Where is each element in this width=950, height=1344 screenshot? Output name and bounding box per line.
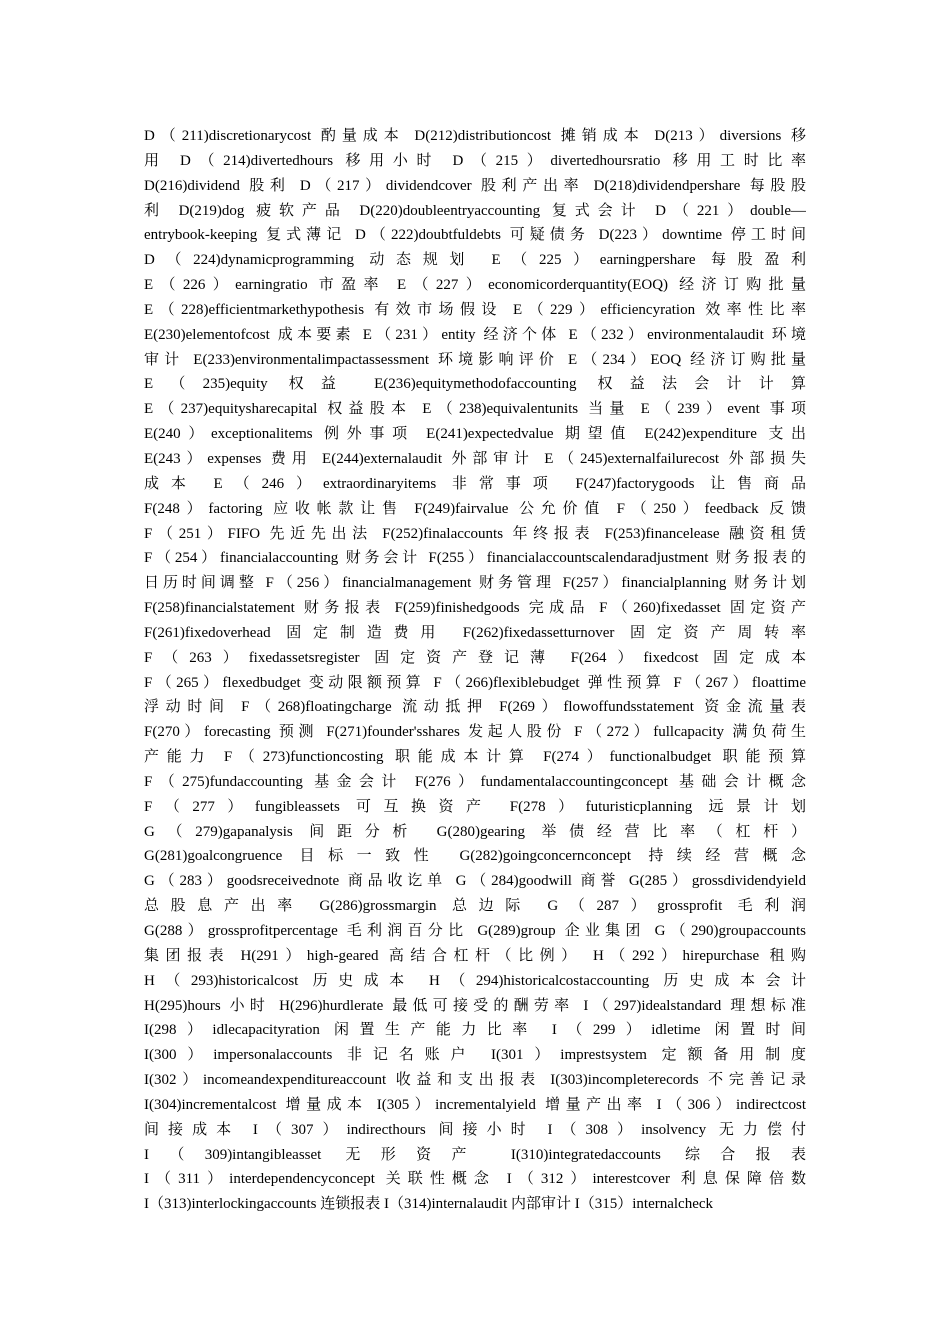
glossary-line: G（283）goodsreceivednote 商品收讫单 G（284)goodwill 商誉 G(285）grossdividendyield (144, 873, 806, 890)
glossary-line: E（235)equity 权益 E(236)equitymethodofaccounting 权益法会计计算 (144, 376, 806, 393)
glossary-line: F（263）fixedassetsregister 固定资产登记薄 F(264）fixedcost 固定成本 (144, 649, 806, 666)
glossary-line: F（251）FIFO 先近先出法 F(252)finalaccounts 年终报表 F(253)financelease 融资租赁 (144, 525, 806, 542)
glossary-line: I(304)incrementalcost 增量成本 I(305）incrementalyield 增量产出率 I（306）indirectcost (144, 1096, 806, 1113)
glossary-line: I（311）interdependencyconcept 关联性概念 I（312）interestcover 利息保障倍数 (144, 1171, 806, 1188)
glossary-line: F（277）fungibleassets 可互换资产 F(278）futuristicplanning 远景计划 (144, 798, 806, 815)
glossary-line: 用 D（214)divertedhours 移用小时 D（215）divertedhoursratio 移用工时比率 (144, 152, 806, 169)
glossary-line: 利 D(219)dog 疲软产品 D(220)doubleentryaccounting 复式会计 D（221）double— (144, 202, 806, 219)
glossary-line: F（254）financialaccounting 财务会计 F(255）financialaccountscalendaradjustment 财务报表的 (144, 550, 806, 567)
glossary-line: F（265）flexedbudget 变动限额预算 F（266)flexiblebudget 弹性预算 F（267）floattime (144, 674, 806, 691)
glossary-line: F(258)financialstatement 财务报表 F(259)finishedgoods 完成品 F（260)fixedasset 固定资产 (144, 600, 806, 617)
glossary-line: F(261)fixedoverhead 固定制造费用 F(262)fixedassetturnover 固定资产周转率 (144, 624, 806, 641)
glossary-line: 浮动时间 F（268)floatingcharge 流动抵押 F(269）flowoffundsstatement 资金流量表 (144, 699, 806, 716)
glossary-line: I(302）incomeandexpenditureaccount 收益和支出报表 I(303)incompleterecords 不完善记录 (144, 1072, 806, 1089)
glossary-line: E(243）expenses 费用 E(244)externalaudit 外部审计 E（245)externalfailurecost 外部损失 (144, 450, 806, 467)
glossary-line: G(281)goalcongruence 目标一致性 G(282)goingconcernconcept 持续经营概念 (144, 848, 806, 865)
glossary-line: F(270）forecasting 预测 F(271)founder'sshares 发起人股份 F（272）fullcapacity 满负荷生 (144, 724, 806, 741)
glossary-line: entrybook-keeping 复式薄记 D（222)doubtfuldebts 可疑债务 D(223）downtime 停工时间 (144, 227, 806, 244)
glossary-line: E(230)elementofcost 成本要素 E（231）entity 经济个体 E（232）environmentalaudit 环境 (144, 326, 806, 343)
glossary-line: E（237)equitysharecapital 权益股本 E（238)equivalentunits 当量 E（239）event 事项 (144, 401, 806, 418)
glossary-line: 集团报表 H(291）high-geared 高结合杠杆（比例） H（292）hirepurchase 租购 (144, 947, 806, 964)
glossary-line: 间接成本 I（307）indirecthours 间接小时 I（308）insolvency 无力偿付 (144, 1121, 806, 1138)
glossary-line: I(298）idlecapacityration 闲置生产能力比率 I（299）idletime 闲置时间 (144, 1022, 806, 1039)
glossary-line: D（224)dynamicprogramming 动态规划 E（225）earningpershare 每股盈利 (144, 252, 806, 269)
glossary-line: 产能力 F（273)functioncosting 职能成本计算 F(274）functionalbudget 职能预算 (144, 749, 806, 766)
glossary-line: D(216)dividend 股利 D（217）dividendcover 股利产出率 D(218)dividendpershare 每股股 (144, 177, 806, 194)
glossary-line: H(295)hours 小时 H(296)hurdlerate 最低可接受的酬劳率 I（297)idealstandard 理想标准 (144, 997, 806, 1014)
glossary-line: F（275)fundaccounting 基金会计 F(276）fundamentalaccountingconcept 基础会计概念 (144, 773, 806, 790)
glossary-line: D（211)discretionarycost 酌量成本 D(212)distributioncost 摊销成本 D(213）diversions 移 (144, 128, 806, 144)
glossary-line: E(240）exceptionalitems 例外事项 E(241)expectedvalue 期望值 E(242)expenditure 支出 (144, 426, 806, 443)
glossary-line: G（279)gapanalysis 间距分析 G(280)gearing 举债经营比率（杠杆） (144, 823, 806, 840)
glossary-text-block (144, 124, 806, 1217)
glossary-line: I(300）impersonalaccounts 非记名账户 I(301）imprestsystem 定额备用制度 (144, 1047, 806, 1064)
glossary-line: 审计 E(233)environmentalimpactassessment 环境影响评价 E（234）EOQ 经济订购批量 (144, 351, 806, 368)
glossary-line: H（293)historicalcost 历史成本 H（294)historicalcostaccounting 历史成本会计 (144, 972, 806, 989)
glossary-line: E（228)efficientmarkethypothesis 有效市场假设 E（229）efficiencyration 效率性比率 (144, 301, 806, 318)
glossary-line: F(248）factoring 应收帐款让售 F(249)fairvalue 公允价值 F（250）feedback 反馈 (144, 500, 806, 517)
glossary-line: E（226）earningratio 市盈率 E（227）economicorderquantity(EOQ) 经济订购批量 (144, 277, 806, 294)
glossary-line: 成本 E（246）extraordinaryitems 非常事项 F(247)factorygoods 让售商品 (144, 475, 806, 492)
glossary-line: I（309)intangibleasset 无形资产 I(310)integratedaccounts 综合报表 (144, 1146, 806, 1163)
glossary-line: G(288）grossprofitpercentage 毛利润百分比 G(289)group 企业集团 G（290)groupaccounts (144, 923, 806, 939)
glossary-line: I（313)interlockingaccounts 连锁报表 I（314)internalaudit 内部审计 I（315）internalcheck (144, 1196, 714, 1213)
glossary-line: 总股息产出率 G(286)grossmargin 总边际 G（287）grossprofit 毛利润 (144, 898, 806, 915)
glossary-line: 日历时间调整 F（256）financialmanagement 财务管理 F(257）financialplanning 财务计划 (144, 575, 806, 592)
